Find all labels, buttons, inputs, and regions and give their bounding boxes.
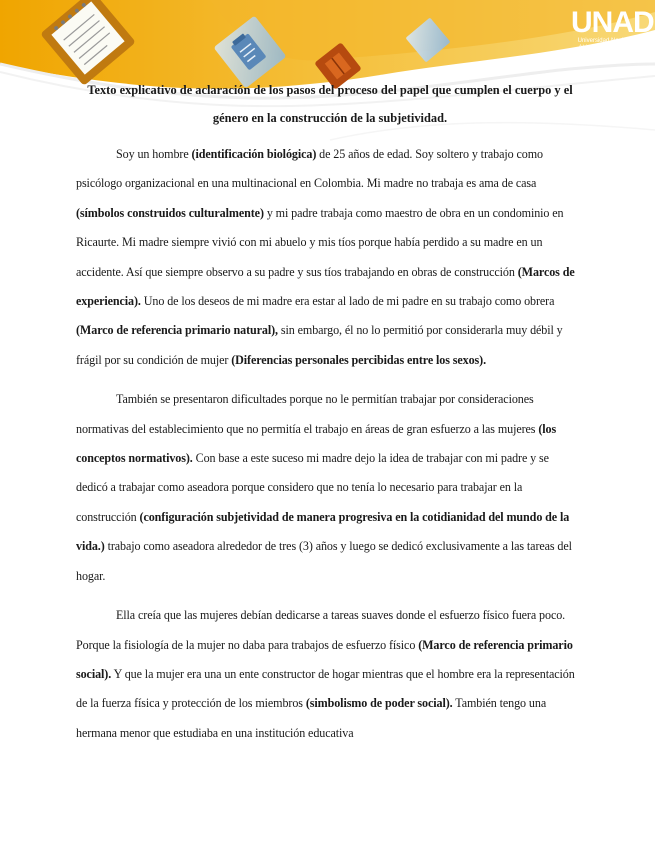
- paragraph: [76, 140, 581, 375]
- text-run: Con base a este suceso mi madre dejo la idea de trabajar con mi padre y se dedicó a trabajar como aseadora porque considero que no tenía lo necesario para trabajar en la construcción: [76, 451, 549, 524]
- bold-term: (Marco de referencia primario natural),: [76, 323, 278, 338]
- text-run: y mi padre trabaja como maestro de obra en un condominio en Ricaurte. Mi madre siempre vivió con mi abuelo y mis tíos porque había perdido a su madre en un accidente. Así que siempre observo a su padre y sus tíos trabajando en obras de construcción: [76, 205, 564, 279]
- document-title: Texto explicativo de aclaración de los pasos del proceso del papel que cumplen el cuerpo y el género en la construcción de la subjetividad.: [87, 83, 573, 125]
- text-run: Y que la mujer era una un ente constructor de hogar mientras que el hombre era la representación de la fuerza física y protección de los miembros: [76, 666, 575, 711]
- document-body: [76, 140, 581, 758]
- text-run: de 25 años de edad. Soy soltero y trabajo como psicólogo organizacional en una multinacional en Colombia. Mi madre no trabaja es ama de casa: [76, 147, 543, 191]
- bold-term: (simbolismo de poder social).: [305, 696, 453, 711]
- logo-subtitle-1: Universidad Nacional: [577, 38, 635, 44]
- text-run: sin embargo, él no lo permitió por considerarla muy débil y frágil por su condición de mujer: [76, 323, 563, 367]
- paragraph: [76, 385, 581, 591]
- unad-logo: [571, 6, 654, 52]
- text-run: Uno de los deseos de mi madre era estar al lado de mi padre en su trabajo como obrera: [140, 294, 555, 309]
- text-run: También tengo una hermana menor que estudiaba en una institución educativa: [76, 696, 547, 740]
- bold-term: (Marcos de experiencia).: [76, 264, 575, 309]
- text-run: trabajo como aseadora alrededor de tres (3) años y luego se dedicó exclusivamente a las tareas del hogar.: [76, 539, 572, 583]
- text-run: También se presentaron dificultades porque no le permitían trabajar por consideraciones normativas del establecimiento que no permitía el trabajo en áreas de gran esfuerzo a las mujeres: [76, 392, 539, 436]
- bold-term: (los conceptos normativos).: [76, 421, 557, 466]
- text-run: Soy un hombre: [116, 147, 192, 161]
- bold-term: (símbolos construidos culturalmente): [76, 205, 264, 220]
- logo-subtitle-2: Abierta y a Distancia: [578, 45, 634, 51]
- paragraph: [76, 601, 581, 748]
- bold-term: (Diferencias personales percibidas entre los sexos).: [231, 352, 487, 367]
- logo-mark: UNAD: [571, 6, 654, 39]
- text-run: Ella creía que las mujeres debían dedicarse a tareas suaves donde el esfuerzo físico fuera poco. Porque la fisiología de la mujer no daba para trabajos de esfuerzo físico: [76, 608, 566, 652]
- bold-term: (configuración subjetividad de manera progresiva en la cotidianidad del mundo de la vida.): [76, 509, 570, 554]
- bold-term: (Marco de referencia primario social).: [76, 637, 573, 681]
- bold-term: (identificación biológica): [191, 147, 317, 161]
